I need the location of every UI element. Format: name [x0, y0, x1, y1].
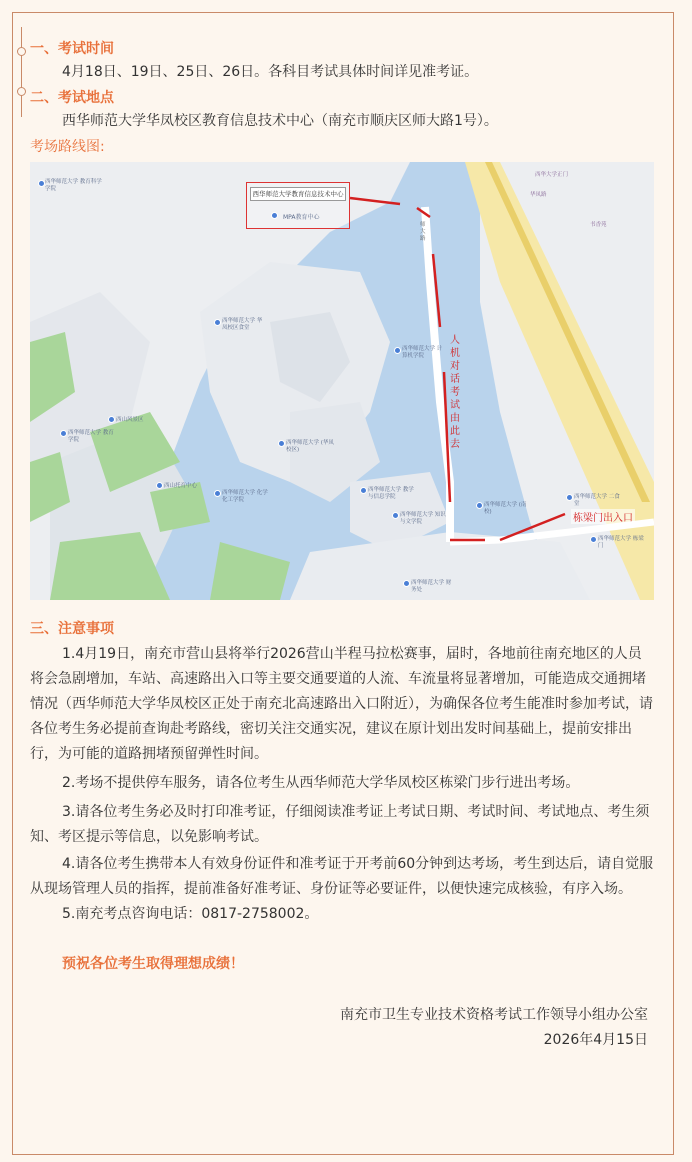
rail-dot-icon: [17, 87, 26, 96]
location-pin-icon: [271, 212, 278, 219]
map-poi-icon: [392, 512, 399, 519]
exam-center-pin-label: MPA教育中心: [283, 214, 320, 221]
section2-heading: 二、考试地点: [30, 90, 114, 106]
map-label: 华凤路: [530, 192, 547, 198]
signature-block: [30, 1003, 654, 1053]
map-poi-icon: [360, 487, 367, 494]
good-luck-message: 预祝各位考生取得理想成绩！: [62, 956, 244, 972]
map-poi-icon: [394, 347, 401, 354]
map-label: 西华师范大学 计算机学院: [402, 346, 443, 359]
map-label: 西华师范大学 教育学院: [68, 430, 114, 443]
map-poi-icon: [38, 180, 45, 187]
signature-date: 2026年4月15日: [543, 1032, 648, 1048]
map-label: 西华师范大学 二食堂: [574, 494, 620, 507]
section3-heading: 三、注意事项: [30, 621, 114, 637]
signature-org: 南充市卫生专业技术资格考试工作领导小组办公室: [340, 1007, 648, 1023]
exam-center-title: 西华师范大学教育信息技术中心: [250, 187, 346, 201]
section1-heading: 一、考试时间: [30, 41, 114, 57]
rail-dot-icon: [17, 47, 26, 56]
map-poi-icon: [214, 490, 221, 497]
map-label: 西华师范大学 (南校): [484, 502, 527, 515]
route-map-label: 考场路线图:: [30, 139, 105, 155]
notice-item: 3.请各位考生务必及时打印准考证，仔细阅读准考证上考试日期、考试时间、考试地点、考生须知、考区提示等信息，以免影响考试。: [30, 804, 650, 845]
notice-content: [30, 38, 654, 1053]
route-map: [30, 162, 654, 600]
map-label: 西山托育中心: [164, 483, 198, 489]
map-label: 西华师范大学 教育科学学院: [45, 179, 102, 192]
exam-center-marker: [246, 182, 350, 229]
section1-text: 4月18日、19日、25日、26日。各科目考试具体时间详见准考证。: [62, 64, 479, 80]
map-poi-icon: [566, 494, 573, 501]
map-label: 西华师范大学 (华凤校区): [286, 440, 334, 453]
map-poi-icon: [590, 536, 597, 543]
map-label: 西华师范大学 知识与文学院: [400, 512, 446, 525]
notice-item: 2.考场不提供停车服务，请各位考生从西华师范大学华凤校区栋梁门步行进出考场。: [62, 775, 580, 791]
map-label: 西山风景区: [116, 417, 144, 423]
map-label: 西华大学正门: [535, 172, 569, 178]
section2-text: 西华师范大学华凤校区教育信息技术中心（南充市顺庆区师大路1号）。: [62, 113, 498, 129]
map-poi-icon: [214, 319, 221, 326]
map-label: 西华师范大学 财务处: [411, 580, 452, 593]
notice-item: 1.4月19日，南充市营山县将举行2026营山半程马拉松赛事，届时，各地前往南充地区的人员将会急剧增加，车站、高速路出入口等主要交通要道的人流、车流量将显著增加，可能造成交通拥堵情况（西华师范大学华凤校区正处于南充北高速路出入口附近），为确保各位考生能准时参加考试，请各位考生务必提前查询赴考路线，密切关注交通实况，建议在原计划出发时间基础上，提前安排出行，为可能的道路拥堵预留弹性时间。: [30, 646, 653, 762]
map-label: 书香苑: [590, 222, 607, 228]
map-poi-icon: [156, 482, 163, 489]
notice-item: 4.请各位考生携带本人有效身份证件和准考证于开考前60分钟到达考场，考生到达后，请自觉服从现场管理人员的指挥，提前准备好准考证、身份证等必要证件，以便快速完成核验，有序入场。: [30, 856, 654, 897]
map-poi-icon: [108, 416, 115, 423]
notice-item: 5.南充考点咨询电话：0817-2758002。: [62, 906, 319, 922]
map-poi-icon: [403, 580, 410, 587]
gate-annotation: 栋梁门出入口: [571, 509, 635, 524]
map-poi-icon: [278, 440, 285, 447]
decorative-rail: [21, 27, 22, 117]
map-label: 西华师范大学 栋梁门: [598, 536, 644, 549]
map-label: 西华师范大学 化学化工学院: [222, 490, 268, 503]
map-poi-icon: [476, 502, 483, 509]
map-label: 西华师范大学 教学与信息学院: [368, 487, 414, 500]
map-label: 师大路: [420, 222, 426, 242]
map-poi-icon: [60, 430, 67, 437]
map-label: 西华师范大学 华凤校区食堂: [222, 318, 263, 331]
route-annotation: 人机对话考试由此去: [450, 335, 460, 450]
